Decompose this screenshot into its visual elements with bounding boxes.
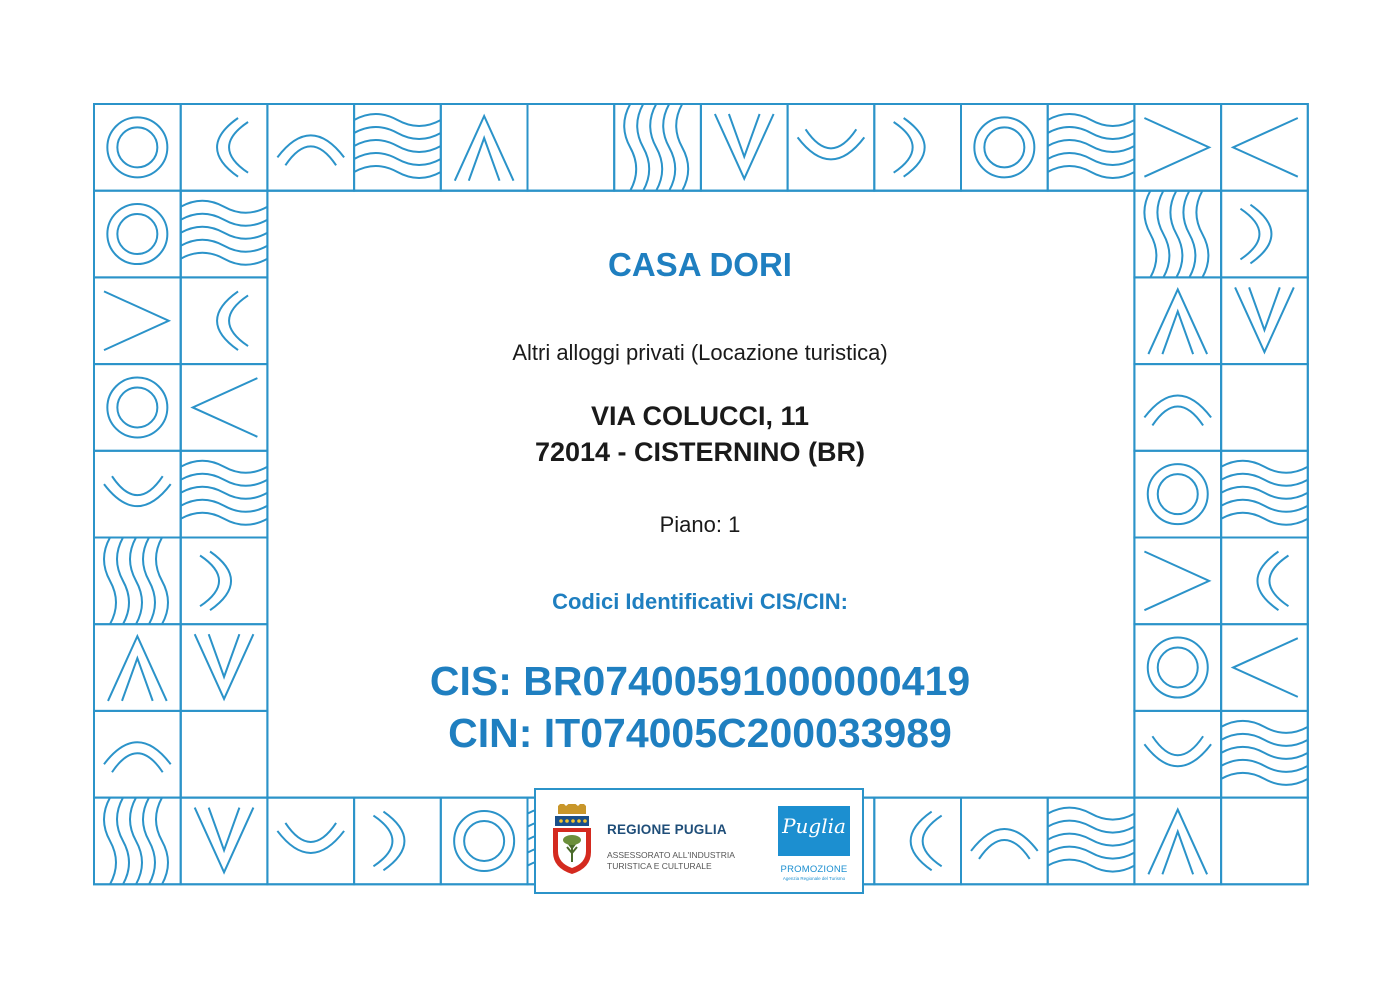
wave-icon: [650, 104, 662, 191]
arc-icon: [806, 129, 857, 148]
wave-icon: [354, 166, 441, 178]
chevron-icon: [1249, 287, 1280, 330]
chevron-icon: [455, 116, 514, 181]
wave-icon: [181, 461, 268, 473]
sponsor-logos: [534, 788, 864, 894]
chevron-icon: [195, 634, 254, 699]
wave-icon: [1157, 191, 1169, 278]
arc-icon: [923, 816, 942, 867]
chevron-icon: [193, 378, 258, 437]
wave-icon: [1221, 721, 1308, 733]
wave-icon: [1221, 487, 1308, 499]
wave-icon: [1048, 114, 1135, 126]
frame-tile: [1221, 191, 1308, 278]
wave-icon: [1048, 834, 1135, 846]
promozione-label: PROMOZIONE: [780, 864, 848, 875]
wave-icon: [181, 227, 268, 239]
wave-icon: [1170, 191, 1182, 278]
wave-icon: [1221, 747, 1308, 759]
circle-icon: [117, 387, 157, 427]
circle-icon: [117, 127, 157, 167]
chevron-icon: [1233, 118, 1298, 177]
chevron-icon: [209, 808, 240, 851]
circle-icon: [1158, 648, 1198, 688]
arc-icon: [1250, 205, 1271, 264]
arc-icon: [1152, 406, 1203, 425]
chevron-icon: [469, 138, 500, 181]
frame-tile: [528, 104, 615, 191]
arc-icon: [210, 552, 231, 611]
frame-tile: [874, 798, 961, 885]
wave-icon: [181, 253, 268, 265]
wave-icon: [1144, 191, 1156, 278]
address-city: 72014 - CISTERNINO (BR): [534, 437, 866, 467]
wave-icon: [104, 798, 116, 885]
frame-tile: [181, 538, 268, 625]
chevron-icon: [729, 114, 760, 157]
arc-icon: [911, 812, 932, 871]
regione-puglia-title: REGIONE PUGLIA: [607, 822, 727, 837]
regione-puglia-crest-icon: [552, 804, 592, 876]
wave-icon: [1221, 500, 1308, 512]
wave-icon: [676, 104, 688, 191]
wave-icon: [130, 798, 142, 885]
frame-tile: [181, 104, 268, 191]
arc-icon: [200, 556, 219, 607]
arc-icon: [112, 753, 163, 772]
arc-icon: [373, 816, 392, 867]
wave-icon: [1048, 847, 1135, 859]
arc-icon: [894, 122, 913, 173]
wave-icon: [156, 798, 168, 885]
wave-icon: [1048, 860, 1135, 872]
codes-title: Codici Identificativi CIS/CIN:: [552, 589, 848, 614]
arc-icon: [1152, 736, 1203, 755]
wave-icon: [1048, 140, 1135, 152]
wave-icon: [663, 104, 675, 191]
wave-icon: [143, 798, 155, 885]
chevron-icon: [1235, 287, 1294, 352]
cis-code: CIS: BR07400591000000419: [429, 658, 971, 704]
wave-icon: [354, 140, 441, 152]
chevron-icon: [1148, 289, 1207, 354]
frame-tile: [181, 711, 268, 798]
property-category: Altri alloggi privati (Locazione turistica): [512, 340, 888, 365]
regione-sub-line1: ASSESSORATO ALL'INDUSTRIA: [607, 850, 735, 860]
chevron-icon: [1162, 832, 1193, 875]
wave-icon: [181, 487, 268, 499]
frame-tile: [267, 798, 354, 885]
arc-icon: [217, 291, 238, 350]
chevron-icon: [1144, 552, 1209, 611]
regione-puglia-subtitle: [607, 850, 757, 872]
wave-icon: [637, 104, 649, 191]
frame-tile: [354, 798, 441, 885]
arc-icon: [1240, 209, 1259, 260]
wave-icon: [624, 104, 636, 191]
wave-icon: [1048, 821, 1135, 833]
wave-icon: [181, 201, 268, 213]
arc-icon: [1257, 552, 1278, 611]
chevron-icon: [104, 291, 169, 350]
chevron-icon: [108, 636, 167, 701]
address-street: VIA COLUCCI, 11: [590, 401, 810, 431]
wave-icon: [181, 500, 268, 512]
frame-tile: [181, 277, 268, 364]
chevron-icon: [195, 808, 254, 873]
frame-tile: [94, 451, 181, 538]
cin-code: CIN: IT074005C200033989: [448, 710, 952, 756]
wave-icon: [354, 127, 441, 139]
frame-tile: [874, 104, 961, 191]
wave-icon: [1221, 734, 1308, 746]
puglia-promozione-logo: [778, 806, 850, 856]
wave-icon: [117, 538, 129, 625]
wave-icon: [1221, 773, 1308, 785]
arc-icon: [285, 146, 336, 165]
circle-icon: [984, 127, 1024, 167]
chevron-icon: [715, 114, 774, 179]
wave-icon: [1196, 191, 1208, 278]
circle-icon: [1158, 474, 1198, 514]
wave-icon: [181, 513, 268, 525]
frame-tile: [1221, 798, 1308, 885]
chevron-icon: [1162, 311, 1193, 354]
chevron-icon: [1148, 810, 1207, 875]
wave-icon: [117, 798, 129, 885]
wave-icon: [104, 538, 116, 625]
chevron-icon: [209, 634, 240, 677]
frame-tile: [1221, 364, 1308, 451]
arc-icon: [112, 476, 163, 495]
property-name: CASA DORI: [608, 246, 792, 283]
wave-icon: [181, 214, 268, 226]
circle-icon: [117, 214, 157, 254]
chevron-icon: [1144, 118, 1209, 177]
wave-icon: [1048, 166, 1135, 178]
wave-icon: [143, 538, 155, 625]
wave-icon: [354, 153, 441, 165]
wave-icon: [181, 240, 268, 252]
arc-icon: [229, 122, 248, 173]
arc-icon: [383, 812, 404, 871]
frame-tile: [1221, 538, 1308, 625]
wave-icon: [156, 538, 168, 625]
wave-icon: [1183, 191, 1195, 278]
arc-icon: [285, 823, 336, 842]
wave-icon: [1048, 808, 1135, 820]
puglia-wordmark: Puglia: [782, 814, 846, 838]
circle-icon: [464, 821, 504, 861]
arc-icon: [979, 840, 1030, 859]
wave-icon: [1221, 760, 1308, 772]
arc-icon: [229, 295, 248, 346]
promozione-sublabel: Agenzia Regionale del Turismo: [782, 876, 846, 881]
wave-icon: [1221, 513, 1308, 525]
wave-icon: [1221, 461, 1308, 473]
wave-icon: [1221, 474, 1308, 486]
arc-icon: [217, 118, 238, 177]
wave-icon: [130, 538, 142, 625]
chevron-icon: [1233, 638, 1298, 697]
chevron-icon: [122, 658, 153, 701]
wave-icon: [1048, 127, 1135, 139]
wave-icon: [1048, 153, 1135, 165]
frame-outer-border: [94, 104, 1308, 884]
arc-icon: [904, 118, 925, 177]
arc-icon: [1269, 556, 1288, 607]
wave-icon: [181, 474, 268, 486]
floor-label: Piano: 1: [659, 512, 741, 537]
regione-sub-line2: TURISTICA E CULTURALE: [607, 861, 712, 871]
wave-icon: [354, 114, 441, 126]
